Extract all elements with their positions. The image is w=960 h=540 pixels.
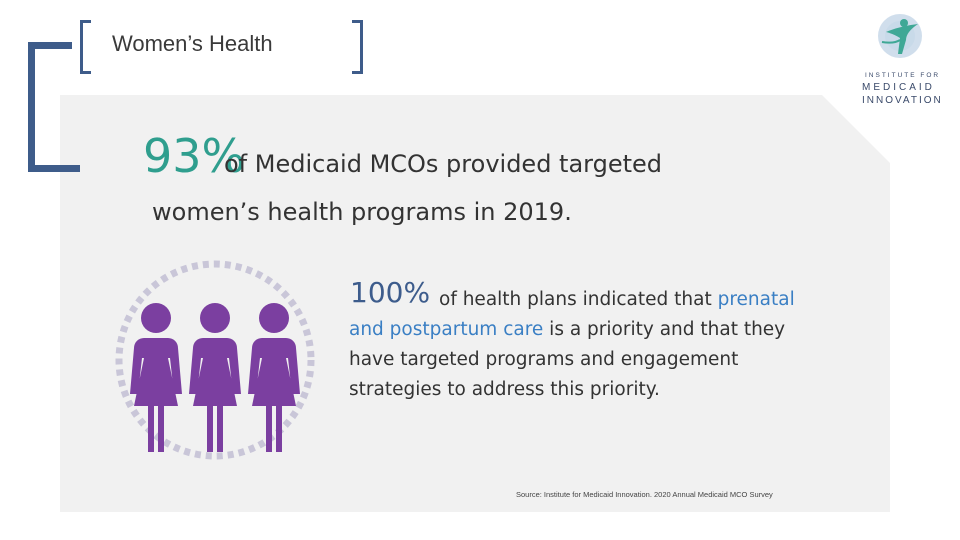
left-bracket-decoration (28, 42, 80, 172)
woman-figure-3 (248, 303, 300, 452)
stat2-value: 100% (350, 276, 431, 309)
logo-icon (878, 14, 922, 58)
three-women-icon (110, 250, 320, 480)
stat1-text-line1: of Medicaid MCOs provided targeted (224, 150, 663, 178)
stat2-highlight: prenatal and postpartum care (349, 289, 795, 340)
stat2-paragraph (349, 285, 829, 405)
logo-text-innovation: INNOVATION (862, 95, 943, 106)
title-bracket-right (352, 20, 363, 74)
logo-text-medicaid: MEDICAID (862, 82, 935, 93)
woman-figure-2 (189, 303, 241, 452)
title-bracket-left (80, 20, 91, 74)
stat2-text-before: of health plans indicated that (439, 289, 718, 310)
stat1-value: 93% (143, 129, 246, 183)
logo-text-institute: INSTITUTE FOR (865, 72, 941, 79)
slide-title: Women’s Health (112, 31, 273, 56)
medicaid-innovation-logo (858, 8, 941, 108)
stat1-text-line2: women’s health programs in 2019. (152, 198, 572, 226)
stat2-text-after: is a priority and that they have targeted programs and engagement strategies to address this priority. (349, 319, 786, 400)
woman-figure-1 (130, 303, 182, 452)
source-note: Source: Institute for Medicaid Innovation. 2020 Annual Medicaid MCO Survey (516, 490, 773, 499)
